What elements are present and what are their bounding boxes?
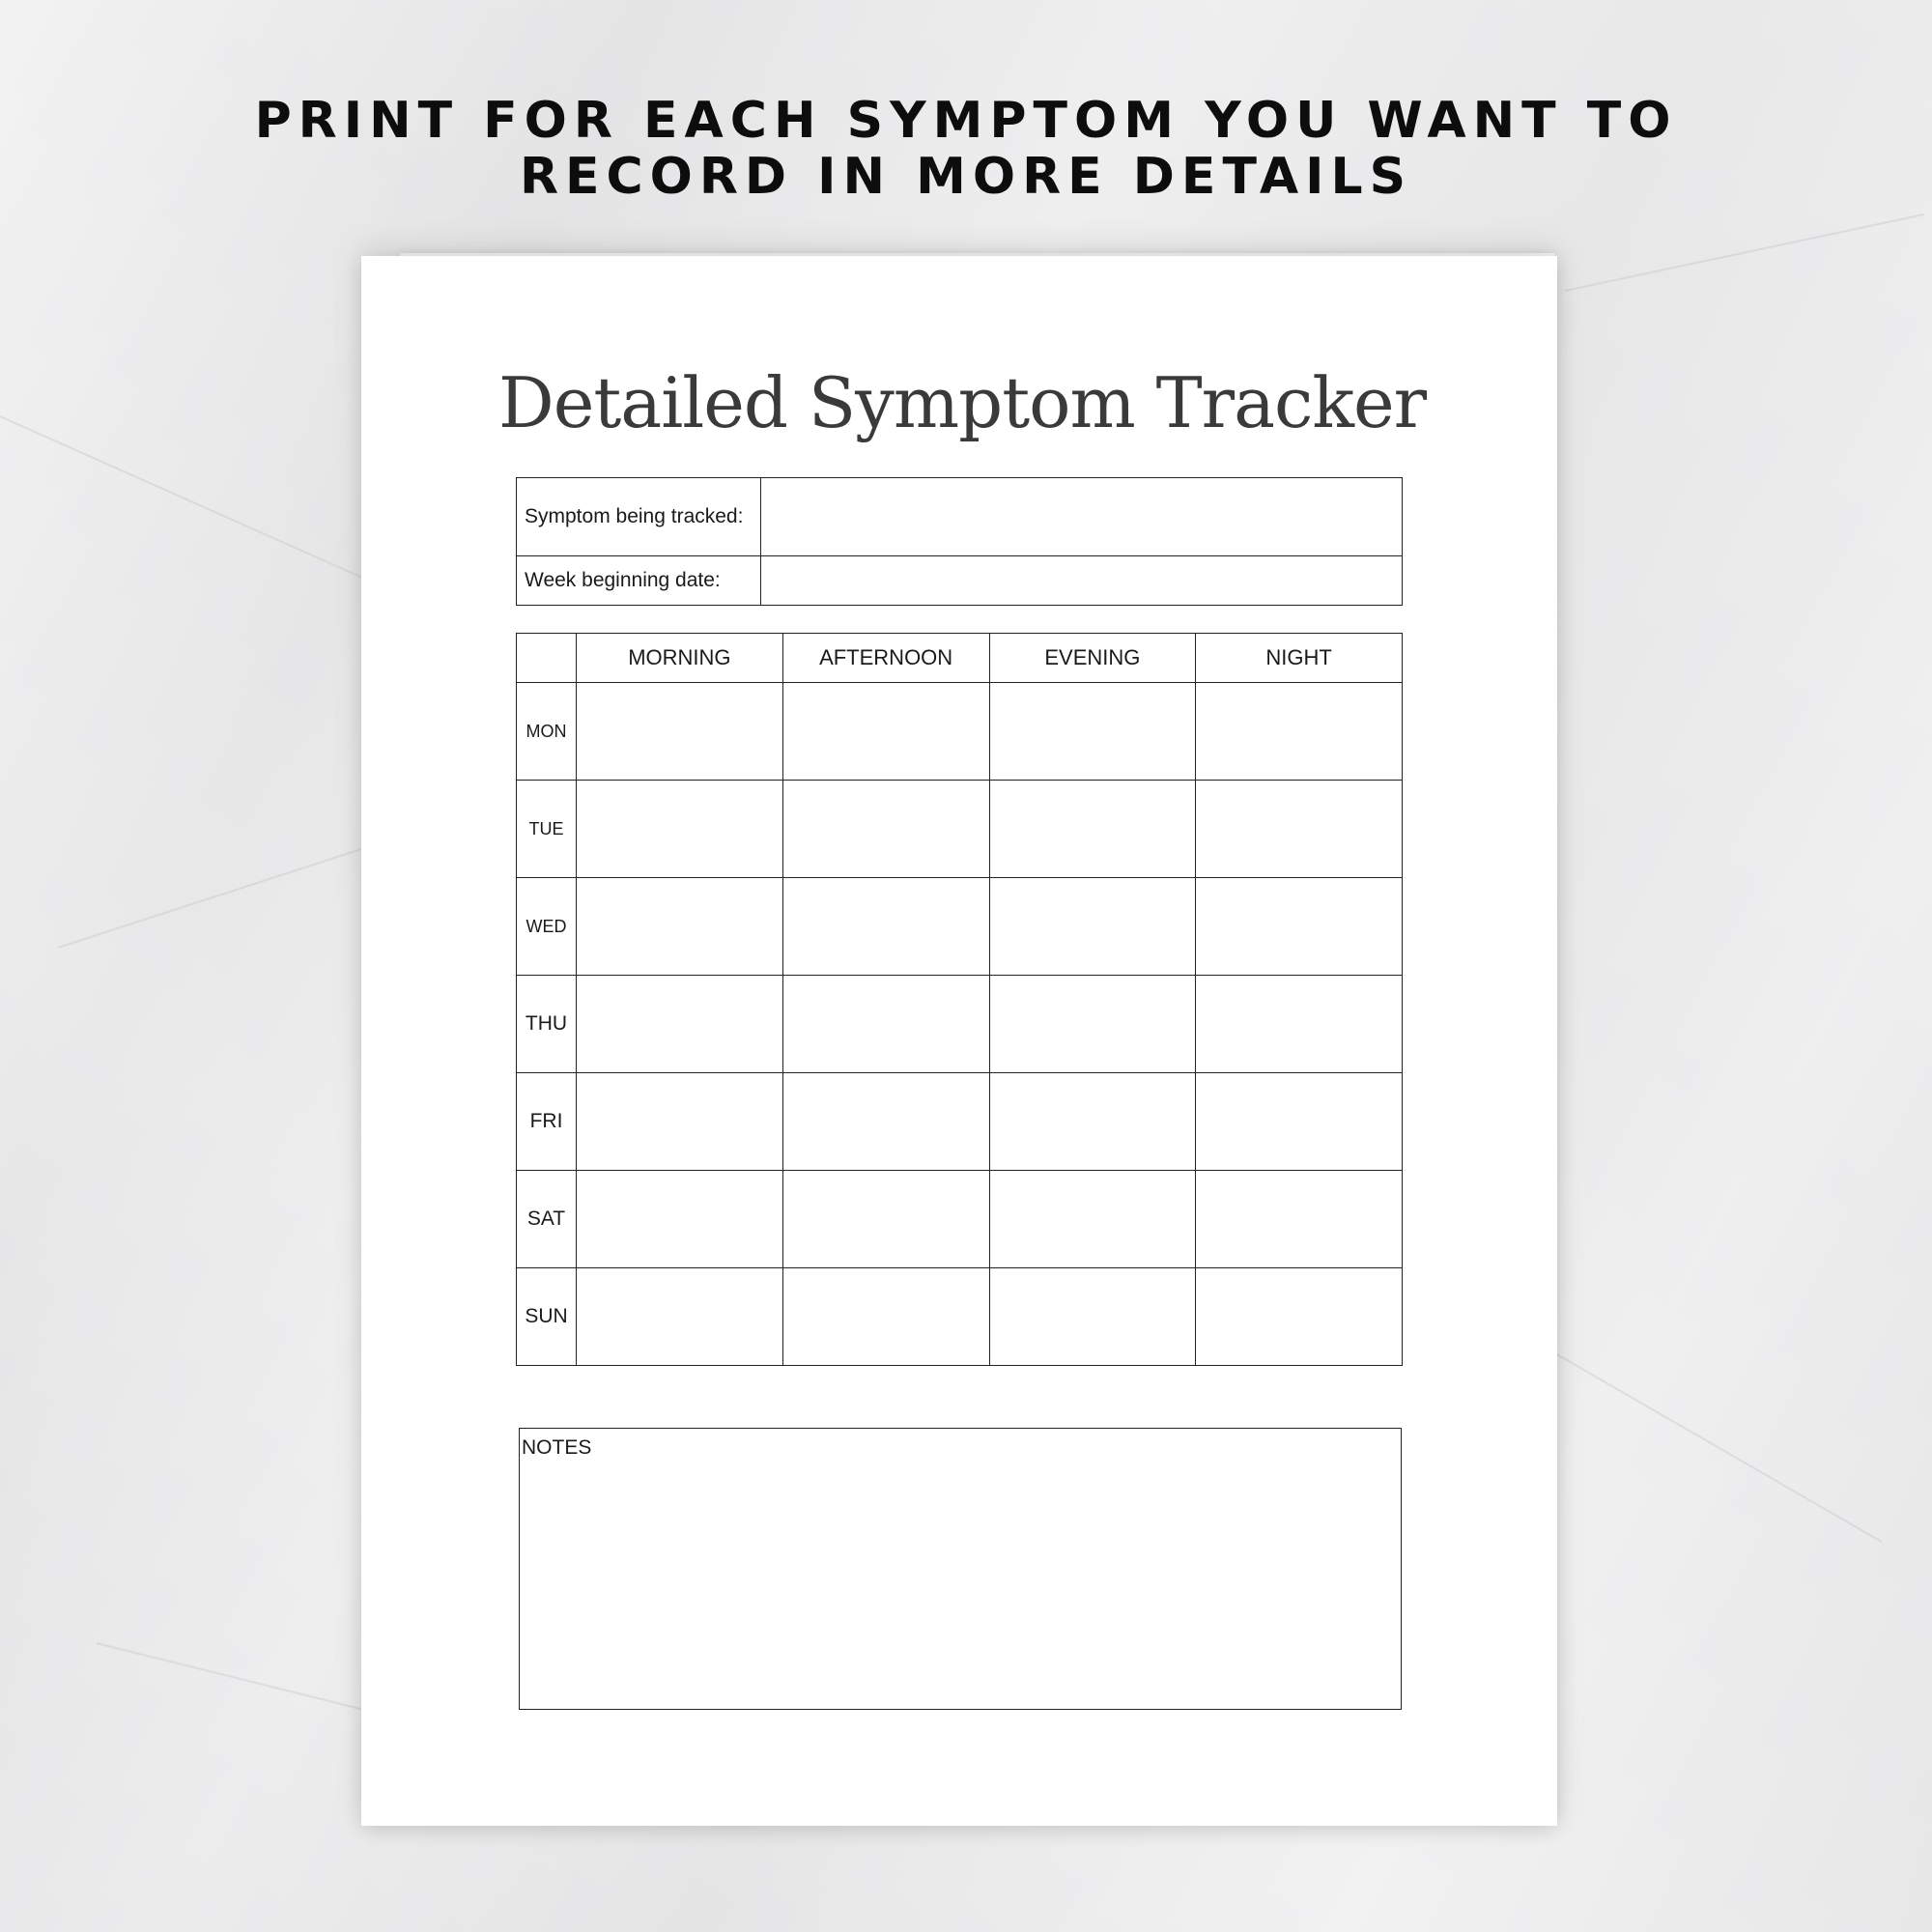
grid-cell[interactable] [782, 1073, 989, 1171]
day-label: TUE [517, 781, 577, 878]
grid-cell[interactable] [1196, 976, 1403, 1073]
column-header: AFTERNOON [782, 634, 989, 683]
grid-cell[interactable] [1196, 683, 1403, 781]
marble-vein [1555, 1352, 1883, 1543]
printable-page [361, 256, 1557, 1826]
grid-cell[interactable] [782, 878, 989, 976]
grid-cell[interactable] [989, 1268, 1196, 1366]
week-field[interactable] [761, 556, 1403, 606]
day-label: FRI [517, 1073, 577, 1171]
headline-line-2: RECORD IN MORE DETAILS [519, 148, 1413, 206]
grid-row-fri [517, 1073, 1403, 1171]
page-title: Detailed Symptom Tracker [498, 362, 1426, 443]
grid-row-wed [517, 878, 1403, 976]
grid-cell[interactable] [577, 976, 783, 1073]
grid-cell[interactable] [989, 976, 1196, 1073]
grid-cell[interactable] [782, 1268, 989, 1366]
grid-cell[interactable] [989, 1073, 1196, 1171]
promo-headline [0, 93, 1932, 205]
grid-cell[interactable] [989, 878, 1196, 976]
notes-label: NOTES [522, 1436, 592, 1459]
grid-cell[interactable] [989, 1171, 1196, 1268]
grid-cell[interactable] [989, 781, 1196, 878]
grid-row-mon [517, 683, 1403, 781]
day-label: SUN [517, 1268, 577, 1366]
marble-vein [1565, 213, 1924, 292]
day-label: SAT [517, 1171, 577, 1268]
grid-cell[interactable] [577, 781, 783, 878]
grid-row-sun [517, 1268, 1403, 1366]
grid-corner [517, 634, 577, 683]
info-box [516, 477, 1403, 606]
weekly-grid [516, 633, 1403, 1366]
grid-cell[interactable] [989, 683, 1196, 781]
grid-cell[interactable] [1196, 1171, 1403, 1268]
week-label: Week beginning date: [517, 556, 761, 606]
column-header: NIGHT [1196, 634, 1403, 683]
grid-cell[interactable] [782, 976, 989, 1073]
grid-cell[interactable] [1196, 878, 1403, 976]
grid-row-tue [517, 781, 1403, 878]
grid-row-thu [517, 976, 1403, 1073]
grid-cell[interactable] [577, 878, 783, 976]
day-label: MON [517, 683, 577, 781]
grid-row-sat [517, 1171, 1403, 1268]
day-label: WED [517, 878, 577, 976]
grid-cell[interactable] [1196, 1268, 1403, 1366]
grid-cell[interactable] [577, 1073, 783, 1171]
symptom-label: Symptom being tracked: [517, 478, 761, 556]
grid-cell[interactable] [577, 1268, 783, 1366]
grid-cell[interactable] [782, 1171, 989, 1268]
grid-cell[interactable] [577, 1171, 783, 1268]
grid-cell[interactable] [782, 683, 989, 781]
grid-cell[interactable] [577, 683, 783, 781]
column-header: EVENING [989, 634, 1196, 683]
headline-line-1: PRINT FOR EACH SYMPTOM YOU WANT TO [254, 92, 1678, 150]
day-label: THU [517, 976, 577, 1073]
symptom-field[interactable] [761, 478, 1403, 556]
grid-cell[interactable] [782, 781, 989, 878]
column-header: MORNING [577, 634, 783, 683]
notes-box[interactable] [519, 1428, 1402, 1710]
grid-cell[interactable] [1196, 1073, 1403, 1171]
grid-cell[interactable] [1196, 781, 1403, 878]
